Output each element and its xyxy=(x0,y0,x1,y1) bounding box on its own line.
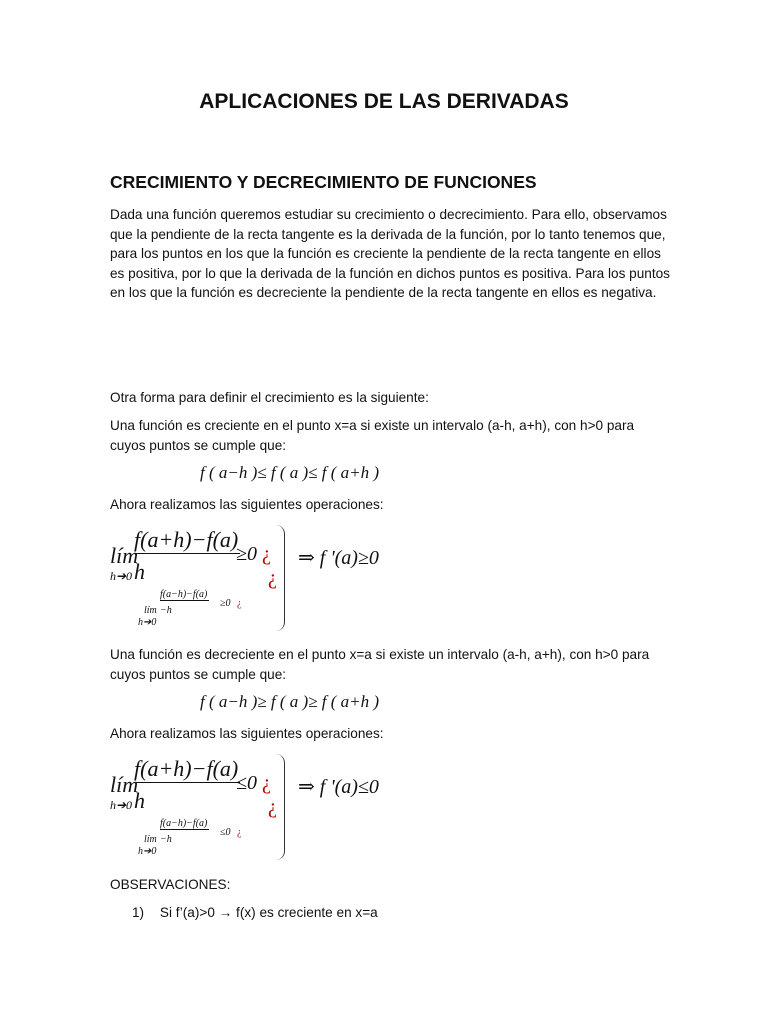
list-item-number: 1) xyxy=(132,905,145,920)
decreasing-inequality: f ( a−h )≥ f ( a )≥ f ( a+h ) xyxy=(200,692,379,711)
increasing-definition: Una función es creciente en el punto x=a si existe un intervalo (a-h, a+h), con h>0 para cuyos puntos se cumple que: xyxy=(110,418,635,453)
unknown-glyph-marker: ¿ xyxy=(268,796,277,818)
observations-heading: OBSERVACIONES: xyxy=(110,877,231,892)
fraction-denominator: h xyxy=(134,559,145,584)
small-fraction-denominator: −h xyxy=(160,834,172,845)
fraction-denominator: h xyxy=(134,788,145,813)
unknown-glyph-marker: ¿ xyxy=(237,598,242,609)
lim-symbol: lím xyxy=(110,543,139,568)
document-title: APLICACIONES DE LAS DERIVADAS xyxy=(199,90,569,113)
small-lim-subscript: h➔0 xyxy=(138,846,157,857)
intro-paragraph: Dada una función queremos estudiar su crecimiento o decrecimiento. Para ello, observamos que la pendiente de la recta tangente es la derivada de la función, por lo tanto tenemos que, para los puntos en los que la función es creciente la pendiente de la recta tangente en ellos es positiva, por lo que la derivada de la función en dichos puntos es positiva. Para los puntos en los que la función es decreciente la pendiente de la recta tangente en ellos es negativa. xyxy=(110,207,670,300)
section-title: CRECIMIENTO Y DECRECIMIENTO DE FUNCIONES xyxy=(110,172,537,192)
other-way-text: Otra forma para definir el crecimiento es la siguiente: xyxy=(110,390,429,405)
small-comparison: ≤0 xyxy=(220,827,231,838)
right-brace xyxy=(276,525,285,631)
derivative-result: ⇒ f '(a)≥0 xyxy=(298,547,379,569)
limit-block-decreasing xyxy=(108,754,398,862)
unknown-glyph-marker: ¿ xyxy=(237,827,242,838)
list-item-text: Si f’(a)>0 → f(x) es creciente en x=a xyxy=(159,905,378,920)
lim-subscript: h➔0 xyxy=(110,798,133,812)
limit-block-increasing xyxy=(108,525,398,633)
observation-list xyxy=(132,903,692,923)
small-fraction-denominator: −h xyxy=(160,605,172,616)
unknown-glyph-marker: ¿ xyxy=(262,543,271,565)
small-fraction-numerator: f(a−h)−f(a) xyxy=(160,818,208,829)
fraction-numerator: f(a+h)−f(a) xyxy=(134,527,239,552)
small-lim-symbol: lím xyxy=(144,834,157,845)
comparison: ≥0 xyxy=(236,543,257,565)
comparison: ≤0 xyxy=(236,772,257,794)
small-lim-symbol: lím xyxy=(144,605,157,616)
lim-symbol: lím xyxy=(110,772,139,797)
small-lim-subscript: h➔0 xyxy=(138,617,157,628)
derivative-result: ⇒ f '(a)≤0 xyxy=(298,776,379,798)
lim-subscript: h➔0 xyxy=(110,569,133,583)
operations-intro-1: Ahora realizamos las siguientes operaciones: xyxy=(110,497,384,512)
list-item xyxy=(132,903,692,923)
operations-intro-2: Ahora realizamos las siguientes operaciones: xyxy=(110,726,384,741)
unknown-glyph-marker: ¿ xyxy=(268,567,277,589)
small-comparison: ≥0 xyxy=(220,598,231,609)
unknown-glyph-marker: ¿ xyxy=(262,772,271,794)
increasing-inequality: f ( a−h )≤ f ( a )≤ f ( a+h ) xyxy=(200,463,379,482)
right-brace xyxy=(276,754,285,860)
decreasing-definition: Una función es decreciente en el punto x=a si existe un intervalo (a-h, a+h), con h>0 para cuyos puntos se cumple que: xyxy=(110,647,650,682)
small-fraction-numerator: f(a−h)−f(a) xyxy=(160,589,208,600)
fraction-numerator: f(a+h)−f(a) xyxy=(134,756,239,781)
